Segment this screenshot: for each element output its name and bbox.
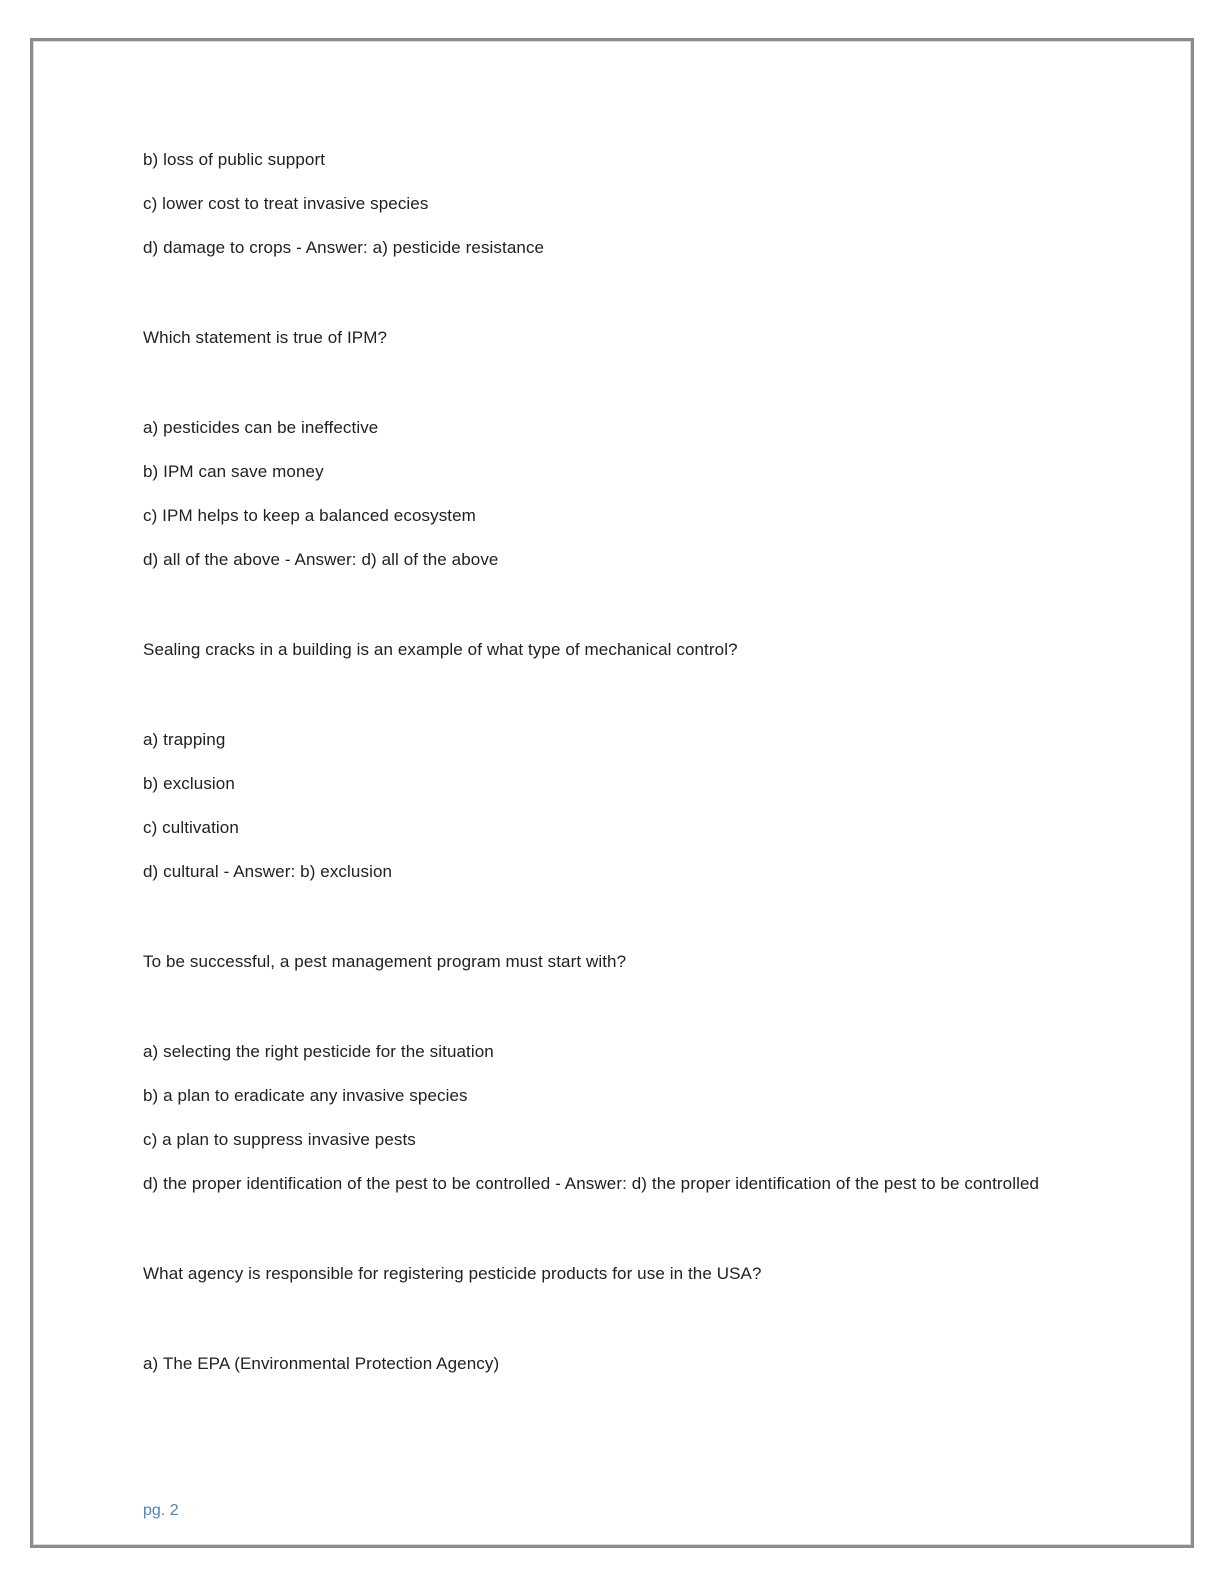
answer-option: a) trapping: [143, 730, 226, 749]
answer-option: c) lower cost to treat invasive species: [143, 194, 429, 213]
answer-option: a) pesticides can be ineffective: [143, 418, 379, 437]
question-text: Sealing cracks in a building is an example of what type of mechanical control?: [143, 640, 738, 659]
answer-option-with-answer: d) all of the above - Answer: d) all of the above: [143, 550, 499, 569]
answer-option: c) cultivation: [143, 818, 239, 837]
answer-option: c) IPM helps to keep a balanced ecosystem: [143, 506, 476, 525]
page-number-footer: pg. 2: [143, 1502, 179, 1519]
question-text: To be successful, a pest management program must start with?: [143, 952, 627, 971]
question-text: Which statement is true of IPM?: [143, 328, 388, 347]
answer-option: c) a plan to suppress invasive pests: [143, 1130, 416, 1149]
document-body: [143, 145, 1081, 1393]
answer-option: b) a plan to eradicate any invasive species: [143, 1086, 468, 1105]
answer-option: b) exclusion: [143, 774, 235, 793]
answer-option-with-answer: d) cultural - Answer: b) exclusion: [143, 862, 393, 881]
answer-option: b) IPM can save money: [143, 462, 324, 481]
question-text: What agency is responsible for registering pesticide products for use in the USA?: [143, 1264, 762, 1283]
answer-option-with-answer: d) damage to crops - Answer: a) pesticide resistance: [143, 238, 545, 257]
answer-option: a) selecting the right pesticide for the situation: [143, 1042, 494, 1061]
answer-option: b) loss of public support: [143, 150, 326, 169]
answer-option: a) The EPA (Environmental Protection Agency): [143, 1354, 500, 1373]
answer-option-with-answer: d) the proper identification of the pest to be controlled - Answer: d) the proper identification of the pest to be controlled: [143, 1174, 1040, 1193]
